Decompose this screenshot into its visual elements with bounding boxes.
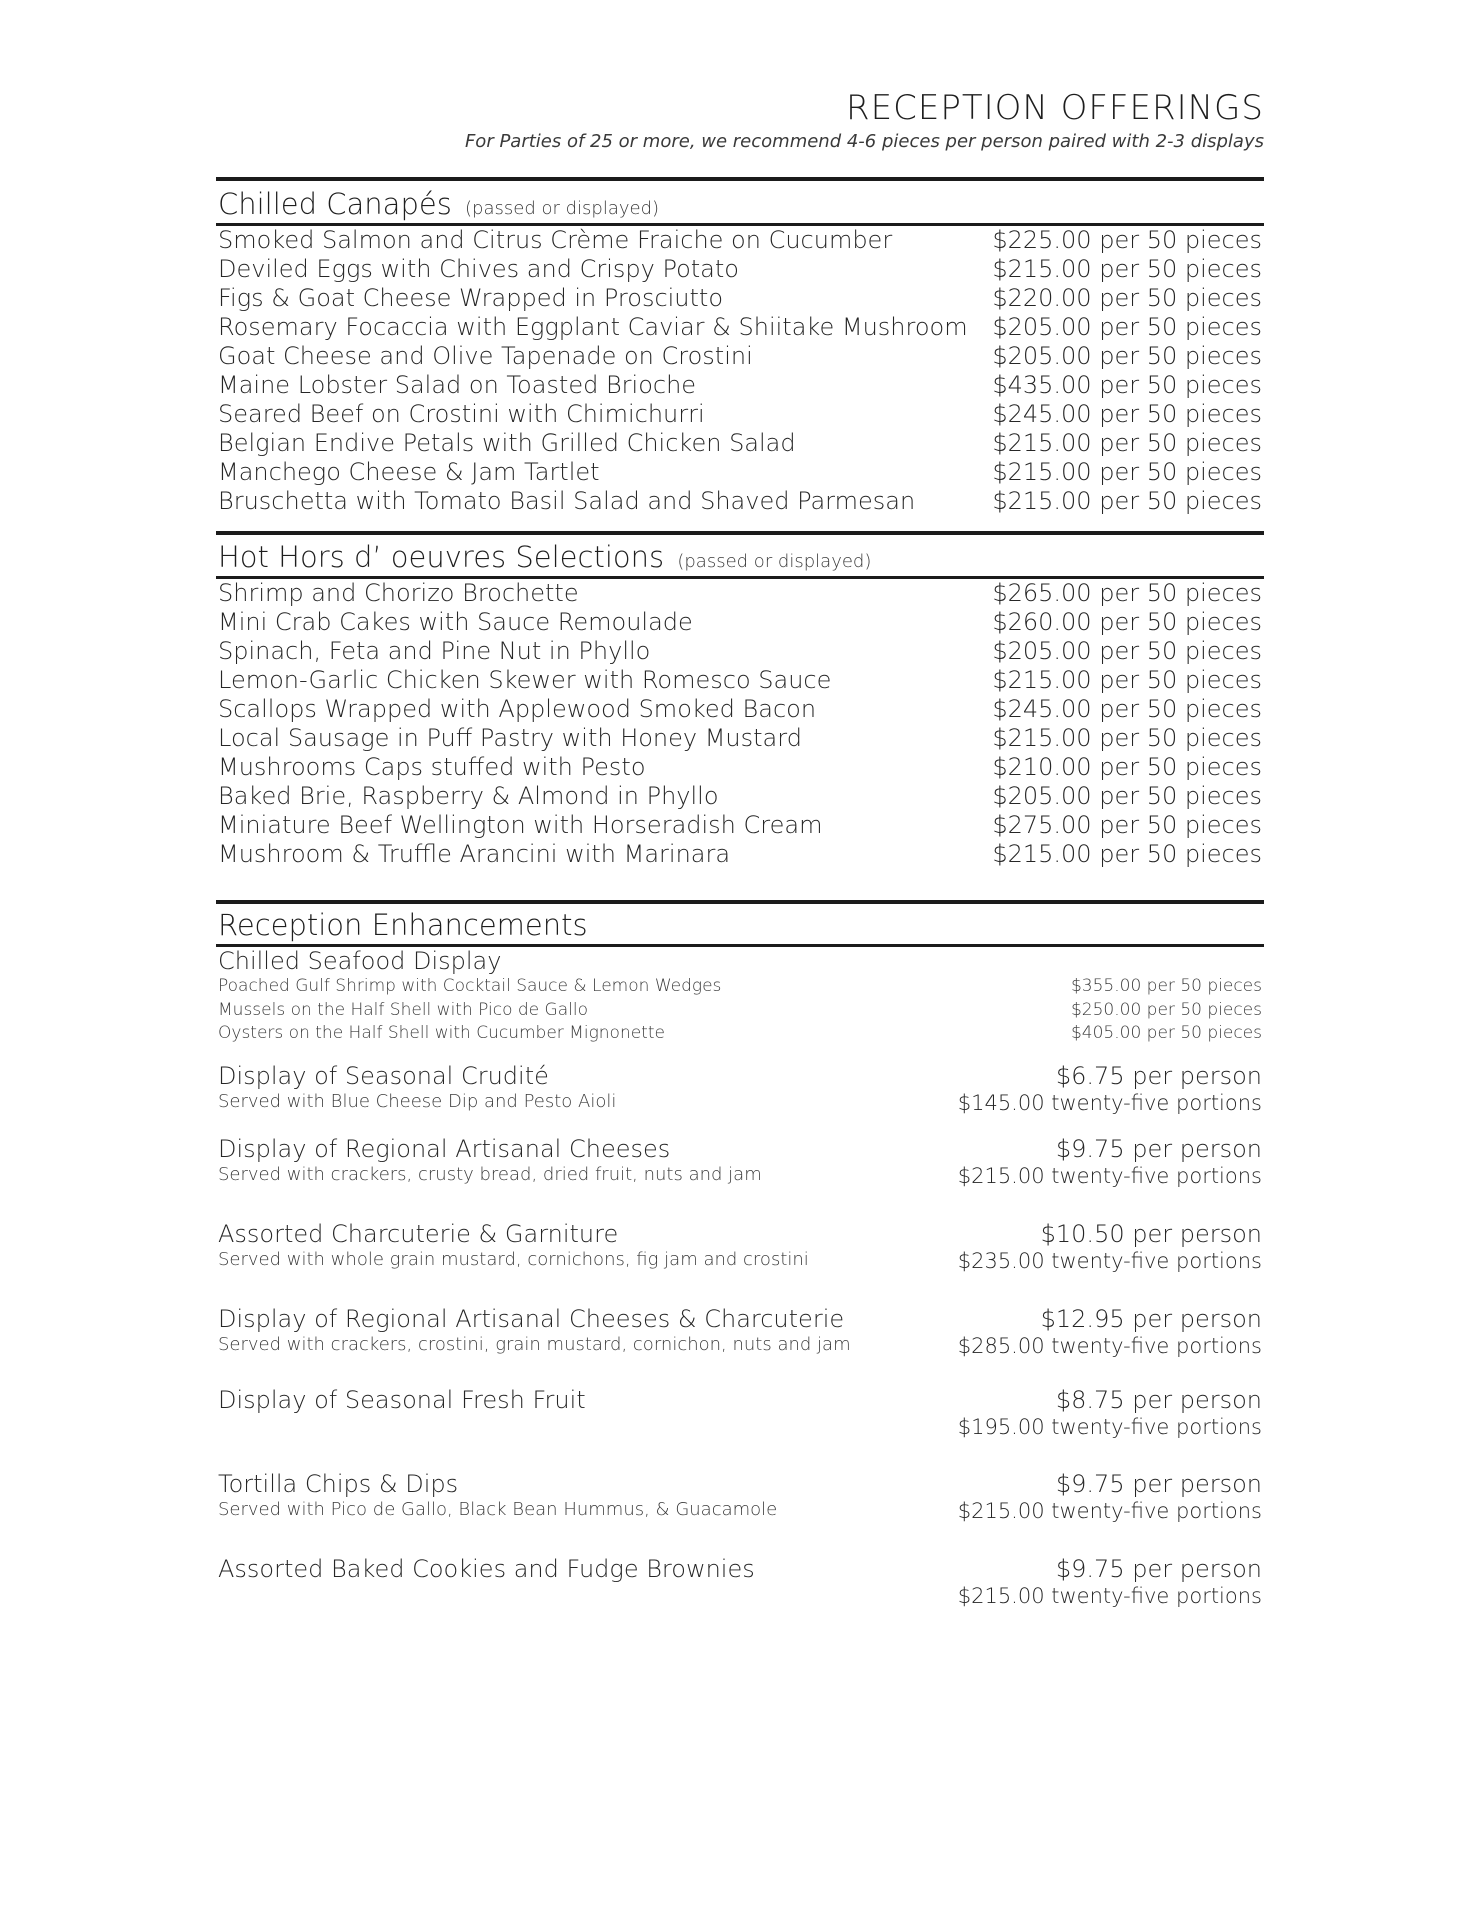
- enhancement-item: [218, 1135, 1262, 1189]
- item-name: Mini Crab Cakes with Sauce Remoulade: [218, 608, 693, 636]
- section-title-chilled: [218, 186, 659, 227]
- enhancement-price-portions: $285.00 twenty-five portions: [957, 1334, 1262, 1358]
- enhancement-desc: Served with crackers, crusty bread, dried fruit, nuts and jam: [218, 1164, 762, 1185]
- item-price: $215.00 per 50 pieces: [992, 724, 1262, 752]
- seafood-line-desc: Oysters on the Half Shell with Cucumber Mignonette: [218, 1023, 665, 1043]
- hot-hors-doeuvres-list: [218, 579, 1262, 869]
- section-title-text: Chilled Canapés: [218, 187, 452, 221]
- item-price: $215.00 per 50 pieces: [992, 429, 1262, 457]
- enhancement-price-portions: $215.00 twenty-five portions: [957, 1499, 1262, 1523]
- chilled-canapes-list: [218, 226, 1262, 516]
- enhancement-item: [218, 1386, 1262, 1440]
- item-price: $210.00 per 50 pieces: [992, 753, 1262, 781]
- list-item: [218, 666, 1262, 695]
- list-item: [218, 226, 1262, 255]
- page-title: RECEPTION OFFERINGS: [845, 88, 1264, 128]
- item-name: Lemon-Garlic Chicken Skewer with Romesco Sauce: [218, 666, 832, 694]
- section-divider: [216, 531, 1264, 535]
- enhancement-desc: Served with Blue Cheese Dip and Pesto Aioli: [218, 1091, 617, 1112]
- list-item: [218, 695, 1262, 724]
- item-price: $215.00 per 50 pieces: [992, 255, 1262, 283]
- page-header: [465, 87, 1264, 155]
- item-name: Maine Lobster Salad on Toasted Brioche: [218, 371, 697, 399]
- menu-page: [216, 0, 1264, 1920]
- section-note: (passed or displayed): [465, 198, 660, 219]
- list-item: [218, 371, 1262, 400]
- enhancement-name: Chilled Seafood Display: [218, 947, 502, 975]
- enhancement-price-per-person: $9.75 per person: [1055, 1135, 1262, 1163]
- enhancement-name: Display of Regional Artisanal Cheeses: [218, 1135, 671, 1163]
- enhancement-desc: Served with Pico de Gallo, Black Bean Hummus, & Guacamole: [218, 1499, 778, 1520]
- item-price: $435.00 per 50 pieces: [992, 371, 1262, 399]
- item-price: $205.00 per 50 pieces: [992, 637, 1262, 665]
- item-name: Miniature Beef Wellington with Horseradish Cream: [218, 811, 823, 839]
- item-price: $205.00 per 50 pieces: [992, 782, 1262, 810]
- item-name: Shrimp and Chorizo Brochette: [218, 579, 579, 607]
- enhancement-price-per-person: $9.75 per person: [1055, 1555, 1262, 1583]
- enhancement-name: Display of Seasonal Crudité: [218, 1062, 549, 1090]
- list-item: [218, 724, 1262, 753]
- enhancement-price-portions: $195.00 twenty-five portions: [957, 1415, 1262, 1439]
- list-item: [218, 487, 1262, 516]
- enhancement-price-per-person: $9.75 per person: [1055, 1470, 1262, 1498]
- list-item: [218, 313, 1262, 342]
- section-title-text: Hot Hors d’ oeuvres Selections: [218, 540, 665, 574]
- enhancement-desc: Served with crackers, crostini, grain mustard, cornichon, nuts and jam: [218, 1334, 851, 1355]
- list-item: [218, 782, 1262, 811]
- page-subtitle: For Parties of 25 or more, we recommend 4-6 pieces per person paired with 2-3 displays: [464, 131, 1264, 152]
- list-item: [218, 608, 1262, 637]
- item-name: Mushroom & Truffle Arancini with Marinara: [218, 840, 731, 868]
- item-price: $275.00 per 50 pieces: [992, 811, 1262, 839]
- seafood-line-desc: Poached Gulf Shrimp with Cocktail Sauce & Lemon Wedges: [218, 976, 722, 996]
- item-name: Belgian Endive Petals with Grilled Chicken Salad: [218, 429, 796, 457]
- seafood-line: [218, 1022, 1262, 1046]
- list-item: [218, 811, 1262, 840]
- enhancement-item: [218, 1305, 1262, 1359]
- enhancement-item: [218, 1555, 1262, 1609]
- enhancement-price-per-person: $8.75 per person: [1055, 1386, 1262, 1414]
- item-price: $265.00 per 50 pieces: [992, 579, 1262, 607]
- list-item: [218, 458, 1262, 487]
- list-item: [218, 342, 1262, 371]
- item-price: $245.00 per 50 pieces: [992, 695, 1262, 723]
- list-item: [218, 429, 1262, 458]
- item-price: $260.00 per 50 pieces: [992, 608, 1262, 636]
- item-name: Scallops Wrapped with Applewood Smoked Bacon: [218, 695, 817, 723]
- enhancement-seafood: [218, 947, 1262, 1046]
- list-item: [218, 579, 1262, 608]
- item-name: Spinach, Feta and Pine Nut in Phyllo: [218, 637, 651, 665]
- item-price: $220.00 per 50 pieces: [992, 284, 1262, 312]
- item-price: $205.00 per 50 pieces: [992, 313, 1262, 341]
- section-divider: [216, 900, 1264, 904]
- seafood-line-price: $355.00 per 50 pieces: [1070, 976, 1262, 996]
- item-price: $225.00 per 50 pieces: [992, 226, 1262, 254]
- enhancement-name: Assorted Charcuterie & Garniture: [218, 1220, 619, 1248]
- section-note: (passed or displayed): [677, 551, 872, 572]
- list-item: [218, 753, 1262, 782]
- item-price: $215.00 per 50 pieces: [992, 487, 1262, 515]
- item-name: Goat Cheese and Olive Tapenade on Crostini: [218, 342, 753, 370]
- item-name: Deviled Eggs with Chives and Crispy Potato: [218, 255, 739, 283]
- item-name: Local Sausage in Puff Pastry with Honey Mustard: [218, 724, 802, 752]
- item-price: $215.00 per 50 pieces: [992, 666, 1262, 694]
- item-name: Seared Beef on Crostini with Chimichurri: [218, 400, 705, 428]
- item-name: Figs & Goat Cheese Wrapped in Prosciutto: [218, 284, 724, 312]
- list-item: [218, 400, 1262, 429]
- item-price: $205.00 per 50 pieces: [992, 342, 1262, 370]
- item-name: Manchego Cheese & Jam Tartlet: [218, 458, 600, 486]
- enhancement-price-portions: $145.00 twenty-five portions: [957, 1091, 1262, 1115]
- enhancement-item: [218, 1220, 1262, 1274]
- enhancement-name: Display of Regional Artisanal Cheeses & Charcuterie: [218, 1305, 845, 1333]
- seafood-line-price: $250.00 per 50 pieces: [1070, 999, 1262, 1020]
- section-divider: [216, 177, 1264, 181]
- enhancement-price-portions: $215.00 twenty-five portions: [957, 1584, 1262, 1608]
- enhancement-price-per-person: $6.75 per person: [1055, 1062, 1262, 1090]
- enhancement-item: [218, 1062, 1262, 1116]
- enhancement-item: [218, 1470, 1262, 1524]
- enhancement-price-portions: $215.00 twenty-five portions: [957, 1164, 1262, 1188]
- list-item: [218, 637, 1262, 666]
- section-title-enhancements: Reception Enhancements: [218, 908, 588, 942]
- item-name: Smoked Salmon and Citrus Crème Fraiche on Cucumber: [218, 226, 893, 254]
- enhancement-name: Display of Seasonal Fresh Fruit: [218, 1386, 586, 1414]
- list-item: [218, 255, 1262, 284]
- enhancement-desc: Served with whole grain mustard, cornichons, fig jam and crostini: [218, 1249, 809, 1270]
- item-name: Rosemary Focaccia with Eggplant Caviar & Shiitake Mushroom: [218, 313, 968, 341]
- item-price: $245.00 per 50 pieces: [992, 400, 1262, 428]
- item-price: $215.00 per 50 pieces: [992, 458, 1262, 486]
- seafood-line-desc: Mussels on the Half Shell with Pico de Gallo: [218, 999, 588, 1020]
- list-item: [218, 284, 1262, 313]
- seafood-line-price: $405.00 per 50 pieces: [1070, 1023, 1262, 1043]
- item-name: Bruschetta with Tomato Basil Salad and Shaved Parmesan: [218, 487, 916, 515]
- enhancement-price-per-person: $12.95 per person: [1040, 1305, 1262, 1333]
- seafood-line: [218, 975, 1262, 999]
- list-item: [218, 840, 1262, 869]
- seafood-line: [218, 999, 1262, 1023]
- item-price: $215.00 per 50 pieces: [992, 840, 1262, 868]
- item-name: Baked Brie, Raspberry & Almond in Phyllo: [218, 782, 719, 810]
- section-title-hot: [218, 539, 871, 580]
- enhancement-price-per-person: $10.50 per person: [1040, 1220, 1262, 1248]
- item-name: Mushrooms Caps stuffed with Pesto: [218, 753, 646, 781]
- enhancement-name: Assorted Baked Cookies and Fudge Brownies: [218, 1555, 755, 1583]
- enhancement-name: Tortilla Chips & Dips: [218, 1470, 459, 1498]
- enhancement-price-portions: $235.00 twenty-five portions: [957, 1249, 1262, 1273]
